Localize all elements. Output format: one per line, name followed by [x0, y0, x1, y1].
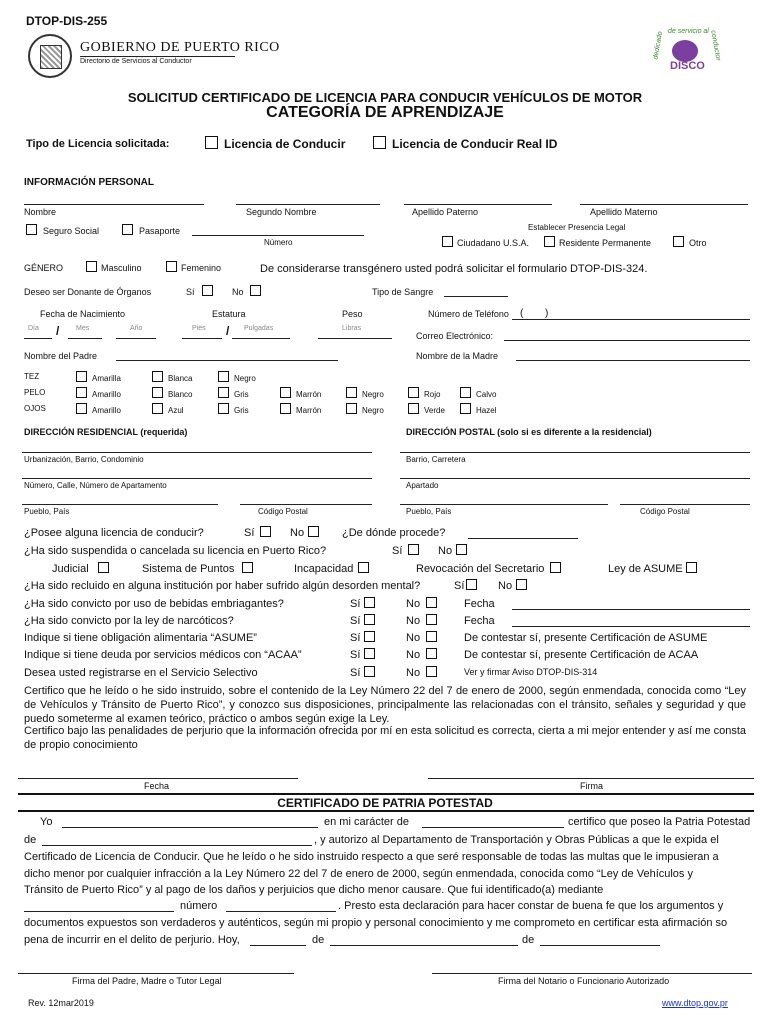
- pasaporte-label: Pasaporte: [139, 226, 181, 236]
- masculino-label: Masculino: [101, 263, 142, 273]
- ojos-verde-label: Verde: [424, 406, 445, 415]
- calle-label: Número, Calle, Número de Apartamento: [24, 481, 167, 490]
- licencia-label: Licencia de Conducir: [224, 137, 346, 151]
- pelo-negro-checkbox[interactable]: [346, 387, 357, 398]
- tez-label: TEZ: [24, 372, 40, 381]
- q5-fecha: Fecha: [464, 615, 495, 627]
- q6-no: No: [406, 632, 421, 644]
- q2-no: No: [438, 545, 453, 557]
- postal-codigo-label: Código Postal: [640, 507, 690, 516]
- q7-no-checkbox[interactable]: [426, 648, 437, 659]
- pasaporte-checkbox[interactable]: [122, 224, 133, 235]
- q6-label: Indique si tiene obligación alimentaria “ASUME”: [24, 632, 257, 644]
- firma-padre-label: Firma del Padre, Madre o Tutor Legal: [72, 976, 222, 986]
- q4-si-checkbox[interactable]: [364, 597, 375, 608]
- transgenero-note: De considerarse transgénero usted podrá solicitar el formulario DTOP-DIS-324.: [260, 263, 648, 275]
- seguro-label: Seguro Social: [43, 226, 100, 236]
- ojos-azul-label: Azul: [168, 406, 184, 415]
- q4-fecha: Fecha: [464, 598, 495, 610]
- postal-heading: DIRECCIÓN POSTAL (solo si es diferente a la residencial): [406, 427, 652, 437]
- correo-label: Correo Electrónico:: [416, 331, 494, 341]
- estatura-label: Estatura: [212, 309, 246, 319]
- patria-autorizo: , y autorizo al Departamento de Transportación y Obras Públicas a que le expida el: [314, 834, 719, 846]
- q6-si: Sí: [350, 632, 361, 644]
- pelo-negro-label: Negro: [362, 390, 384, 399]
- q2-si: Sí: [392, 545, 403, 557]
- firma-notario-label: Firma del Notario o Funcionario Autorizado: [498, 976, 670, 986]
- q3-si-checkbox[interactable]: [466, 579, 477, 590]
- incapacidad-label: Incapacidad: [294, 563, 354, 575]
- licencia-checkbox[interactable]: [205, 136, 218, 149]
- pulgadas-hint: Pulgadas: [244, 325, 274, 332]
- ojos-hazel-checkbox[interactable]: [460, 403, 471, 414]
- judicial-checkbox[interactable]: [98, 562, 109, 573]
- slash-2: /: [226, 324, 230, 338]
- q1-no: No: [290, 527, 305, 539]
- q1-si: Sí: [244, 527, 255, 539]
- q7-si: Sí: [350, 649, 361, 661]
- dtop-link[interactable]: www.dtop.gov.pr: [662, 998, 728, 1008]
- gov-name: GOBIERNO DE PUERTO RICO: [80, 40, 280, 55]
- pelo-rojo-label: Rojo: [424, 390, 441, 399]
- presencia-label: Establecer Presencia Legal: [528, 223, 626, 232]
- paterno-label: Apellido Paterno: [412, 207, 479, 217]
- numero-label: Número: [264, 238, 293, 247]
- pelo-gris-checkbox[interactable]: [218, 387, 229, 398]
- q5-si: Sí: [350, 615, 361, 627]
- selectivo-note: Ver y firmar Aviso DTOP-DIS-314: [464, 667, 598, 677]
- padre-label: Nombre del Padre: [24, 351, 98, 361]
- q2-si-checkbox[interactable]: [408, 544, 419, 555]
- materno-label: Apellido Materno: [590, 207, 658, 217]
- firma-fecha-label: Fecha: [144, 781, 170, 791]
- patria-l4: dicho menor por cualquier infracción a la Ley Número 22 del 7 de enero de 2000, según enmendada, conocida como “Ley de Vehículos y: [24, 868, 693, 880]
- pelo-label: PELO: [24, 388, 46, 397]
- tel-paren-open: (: [520, 308, 524, 319]
- masculino-checkbox[interactable]: [86, 261, 97, 272]
- sangre-label: Tipo de Sangre: [372, 287, 434, 297]
- q1-no-checkbox[interactable]: [308, 526, 319, 537]
- patria-l5: Tránsito de Puerto Rico” y al pago de los daños y perjuicios que dicho menor causare. Que fui identificado(a) mediante: [24, 884, 604, 896]
- genero-label: GÉNERO: [24, 263, 64, 273]
- ojos-marron-checkbox[interactable]: [280, 403, 291, 414]
- pelo-blanco-label: Blanco: [168, 390, 193, 399]
- q5-no-checkbox[interactable]: [426, 614, 437, 625]
- ciudadano-label: Ciudadano U.S.A.: [457, 238, 530, 248]
- patria-certifico: certifico que poseo la Patria Potestad: [568, 816, 751, 828]
- ojos-negro-checkbox[interactable]: [346, 403, 357, 414]
- tez-negro-checkbox[interactable]: [218, 371, 229, 382]
- patria-l8-de1: de: [312, 934, 325, 946]
- seal-icon: [28, 34, 72, 78]
- tel-paren-close: ): [545, 308, 549, 319]
- ojos-negro-label: Negro: [362, 406, 384, 415]
- q4-no: No: [406, 598, 421, 610]
- patria-l3: Certificado de Licencia de Conducir. Que he leído o he sido instruido respecto a que seré responsable de todas las multas que le impusieran a: [24, 851, 719, 863]
- donante-label: Deseo ser Donante de Órganos: [24, 287, 152, 297]
- q6-si-checkbox[interactable]: [364, 631, 375, 642]
- patria-l6: . Presto esta declaración para hacer constar de buena fe que los argumentos y: [338, 900, 724, 912]
- patria-l8: pena de incurrir en el delito de perjurio. Hoy,: [24, 934, 240, 946]
- title-line1: SOLICITUD CERTIFICADO DE LICENCIA PARA CONDUCIR VEHÍCULOS DE MOTOR: [127, 90, 643, 105]
- ojos-hazel-label: Hazel: [476, 406, 497, 415]
- asume-note: De contestar sí, presente Certificación de ASUME: [464, 632, 708, 644]
- revocacion-checkbox[interactable]: [550, 562, 561, 573]
- otro-checkbox[interactable]: [673, 236, 684, 247]
- ojos-amarillo-label: Amarillo: [92, 406, 121, 415]
- asume-ley-label: Ley de ASUME: [608, 563, 683, 575]
- ojos-amarillo-checkbox[interactable]: [76, 403, 87, 414]
- pelo-marron-checkbox[interactable]: [280, 387, 291, 398]
- pelo-calvo-checkbox[interactable]: [460, 387, 471, 398]
- pelo-marron-label: Marrón: [296, 390, 322, 399]
- mes-hint: Mes: [76, 325, 90, 332]
- q3-label: ¿Ha sido recluido en alguna institución por haber sufrido algún desorden mental?: [24, 580, 421, 592]
- ojos-gris-checkbox[interactable]: [218, 403, 229, 414]
- firma-label: Firma: [580, 781, 603, 791]
- donante-si: Sí: [186, 287, 195, 297]
- pies-hint: Pies: [192, 325, 206, 332]
- q3-no: No: [498, 580, 513, 592]
- pelo-blanco-checkbox[interactable]: [152, 387, 163, 398]
- incapacidad-checkbox[interactable]: [358, 562, 369, 573]
- pelo-amarillo-label: Amarillo: [92, 390, 121, 399]
- q4-si: Sí: [350, 598, 361, 610]
- disco-logo: dedicado de servicio al conductor DISCO: [652, 28, 722, 72]
- tipo-label: Tipo de Licencia solicitada:: [26, 138, 170, 150]
- residente-checkbox[interactable]: [544, 236, 555, 247]
- otro-label: Otro: [689, 238, 707, 248]
- residente-label: Residente Permanente: [559, 238, 652, 248]
- madre-label: Nombre de la Madre: [416, 351, 499, 361]
- tez-amarilla-checkbox[interactable]: [76, 371, 87, 382]
- patria-yo: Yo: [40, 816, 53, 828]
- peso-label: Peso: [342, 309, 363, 319]
- tez-amarilla-label: Amarilla: [92, 374, 121, 383]
- q3-no-checkbox[interactable]: [516, 579, 527, 590]
- q1-label: ¿Posee alguna licencia de conducir?: [24, 527, 204, 539]
- ciudadano-checkbox[interactable]: [442, 236, 453, 247]
- q5-label: ¿Ha sido convicto por la ley de narcóticos?: [24, 615, 234, 627]
- ojos-label: OJOS: [24, 404, 46, 413]
- certifico-2: Certifico bajo las penalidades de perjurio que la información ofrecida por mí en esta solicitud es correcta, cierta a mi mejor entender y así me consta de propio conocimiento: [24, 725, 746, 751]
- pueblo-label: Pueblo, País: [24, 507, 70, 516]
- q2-no-checkbox[interactable]: [456, 544, 467, 555]
- codigo-postal-label: Código Postal: [258, 507, 308, 516]
- patria-caracter: en mi carácter de: [324, 816, 409, 828]
- certifico-1: Certifico que he leído o he sido instruido, sobre el contenido de la Ley Número 22 del 7 de enero de 2000, según enmendada, conocida como “Ley de Vehículos y Tránsito de Puerto Rico”, y conozco sus disposiciones, principalmente las relacionadas con el tránsito, señales y seguridad y que puedo someterme al examen teórico, práctico o ambos según exige la Ley.: [24, 685, 746, 725]
- telefono-label: Número de Teléfono: [428, 309, 509, 319]
- realid-checkbox[interactable]: [373, 136, 386, 149]
- ojos-gris-label: Gris: [234, 406, 249, 415]
- ojos-verde-checkbox[interactable]: [408, 403, 419, 414]
- gov-dept: Directorio de Servicios al Conductor: [80, 58, 192, 65]
- femenino-label: Femenino: [181, 263, 222, 273]
- pelo-calvo-label: Calvo: [476, 390, 497, 399]
- q4-label: ¿Ha sido convicto por uso de bebidas embriagantes?: [24, 598, 284, 610]
- patria-numero: número: [180, 900, 218, 912]
- pelo-amarillo-checkbox[interactable]: [76, 387, 87, 398]
- judicial-label: Judicial: [52, 563, 89, 575]
- dia-hint: Día: [28, 325, 39, 332]
- realid-label: Licencia de Conducir Real ID: [392, 137, 558, 151]
- q5-si-checkbox[interactable]: [364, 614, 375, 625]
- nombre-label: Nombre: [24, 207, 57, 217]
- patria-title: CERTIFICADO DE PATRIA POTESTAD: [277, 796, 493, 810]
- ojos-azul-checkbox[interactable]: [152, 403, 163, 414]
- postal-pueblo-label: Pueblo, País: [406, 507, 452, 516]
- residencial-heading: DIRECCIÓN RESIDENCIAL (requerida): [24, 427, 188, 437]
- q8-label: Desea usted registrarse en el Servicio Selectivo: [24, 667, 258, 679]
- asume-ley-checkbox[interactable]: [686, 562, 697, 573]
- q8-si-checkbox[interactable]: [364, 666, 375, 677]
- segundo-label: Segundo Nombre: [246, 207, 317, 217]
- pelo-gris-label: Gris: [234, 390, 249, 399]
- q1b-label: ¿De dónde procede?: [342, 527, 446, 539]
- revision: Rev. 12mar2019: [28, 998, 94, 1008]
- q3-si: Sí: [454, 580, 465, 592]
- personal-section: INFORMACIÓN PERSONAL: [24, 177, 154, 188]
- patria-de: de: [24, 834, 37, 846]
- puntos-label: Sistema de Puntos: [142, 563, 235, 575]
- libras-hint: Libras: [342, 325, 362, 332]
- patria-l7: documentos expuestos son verdaderos y auténticos, según mi propio y personal conocimiento y me comprometo en certificar esta afirmación so: [24, 917, 728, 929]
- q4-no-checkbox[interactable]: [426, 597, 437, 608]
- tez-blanca-label: Blanca: [168, 374, 193, 383]
- puntos-checkbox[interactable]: [242, 562, 253, 573]
- tez-blanca-checkbox[interactable]: [152, 371, 163, 382]
- donante-no: No: [232, 287, 244, 297]
- form-code: DTOP-DIS-255: [26, 14, 108, 28]
- acaa-note: De contestar sí, presente Certificación de ACAA: [464, 649, 699, 661]
- donante-no-checkbox[interactable]: [250, 285, 261, 296]
- ojos-marron-label: Marrón: [296, 406, 322, 415]
- donante-si-checkbox[interactable]: [202, 285, 213, 296]
- q8-no-checkbox[interactable]: [426, 666, 437, 677]
- q8-no: No: [406, 667, 421, 679]
- title-line2: CATEGORÍA DE APRENDIZAJE: [266, 104, 504, 121]
- revocacion-label: Revocación del Secretario: [416, 563, 545, 575]
- q1-si-checkbox[interactable]: [260, 526, 271, 537]
- q8-si: Sí: [350, 667, 361, 679]
- q7-label: Indique si tiene deuda por servicios médicos con “ACAA”: [24, 649, 302, 661]
- q6-no-checkbox[interactable]: [426, 631, 437, 642]
- urbanizacion-label: Urbanización, Barrio, Condominio: [24, 455, 144, 464]
- tez-negro-label: Negro: [234, 374, 256, 383]
- apartado-label: Apartado: [406, 481, 439, 490]
- patria-l8-de2: de: [522, 934, 535, 946]
- barrio-label: Barrio, Carretera: [406, 455, 466, 464]
- q7-no: No: [406, 649, 421, 661]
- ano-hint: Año: [130, 325, 143, 332]
- q2-label: ¿Ha sido suspendida o cancelada su licencia en Puerto Rico?: [24, 545, 327, 557]
- fecha-nac-label: Fecha de Nacimiento: [40, 309, 126, 319]
- q7-si-checkbox[interactable]: [364, 648, 375, 659]
- seguro-checkbox[interactable]: [26, 224, 37, 235]
- slash-1: /: [56, 324, 60, 338]
- pelo-rojo-checkbox[interactable]: [408, 387, 419, 398]
- q5-no: No: [406, 615, 421, 627]
- femenino-checkbox[interactable]: [166, 261, 177, 272]
